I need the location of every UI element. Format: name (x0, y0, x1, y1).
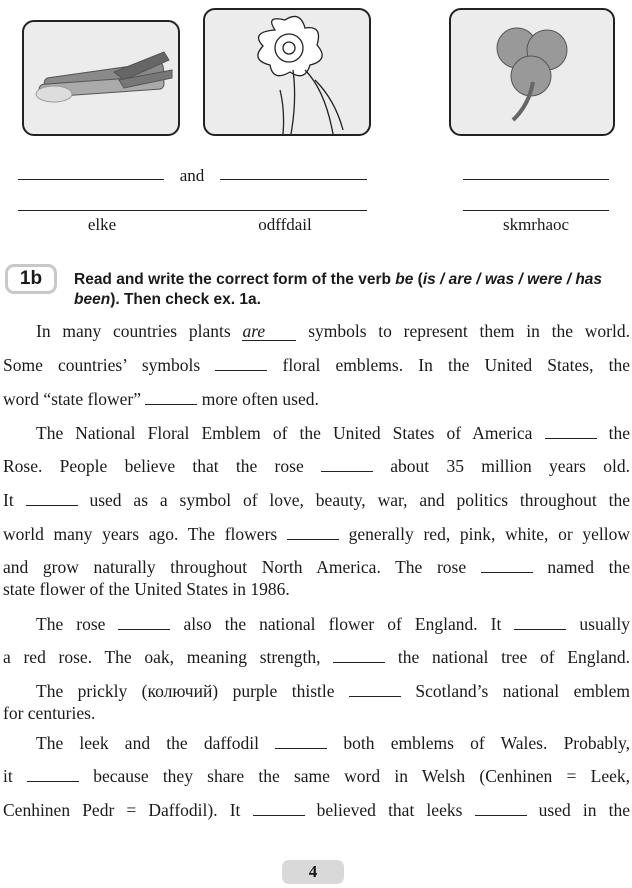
text-segment: believed that leeks (304, 800, 475, 820)
daffodil-image (203, 8, 371, 136)
text-line (36, 613, 630, 635)
text-segment: named the (532, 557, 631, 577)
answer-blank[interactable] (253, 801, 305, 816)
text-segment: it (3, 766, 27, 786)
leek-image (22, 20, 180, 136)
text-line (3, 702, 630, 724)
text-line (3, 455, 630, 477)
scrambled-word: elke (87, 215, 117, 234)
and-label: and (179, 166, 205, 185)
text-segment: more often used. (197, 389, 319, 409)
text-segment: world many years ago. The flowers (3, 524, 287, 544)
text-line (3, 765, 630, 787)
text-line (3, 354, 630, 376)
scrambled-word: odffdail (258, 215, 312, 234)
instruction-text: is / are / was / were / has been (74, 271, 603, 308)
instruction-text: ( (413, 271, 423, 288)
answer-line[interactable] (18, 179, 164, 180)
answer-blank[interactable] (481, 558, 533, 573)
text-segment: The prickly (колючий) purple thistle (36, 681, 349, 701)
text-segment: about 35 million years old. (373, 456, 630, 476)
instruction-text: ). Then check ex. 1a. (110, 291, 261, 308)
text-segment: Cenhinen Pedr = Daffodil). It (3, 800, 253, 820)
answer-line[interactable] (463, 210, 609, 211)
text-line (36, 732, 630, 754)
text-segment: the (596, 423, 630, 443)
answer-line[interactable] (220, 179, 367, 180)
exercise-number: 1b (5, 264, 57, 294)
answer-blank[interactable] (349, 682, 401, 697)
answer-blank[interactable] (287, 525, 339, 540)
text-segment: word “state flower” (3, 389, 146, 409)
text-segment: It (3, 490, 26, 510)
exercise-instruction (74, 270, 630, 310)
text-line (36, 320, 630, 342)
text-segment: a red rose. The oak, meaning strength, (3, 647, 334, 667)
answer-blank[interactable] (215, 356, 267, 371)
text-segment: used in the (526, 800, 630, 820)
text-line (36, 422, 630, 444)
answer-blank[interactable] (118, 615, 170, 630)
answer-blank[interactable] (27, 767, 79, 782)
text-line (3, 523, 630, 545)
answer-line[interactable] (463, 179, 609, 180)
text-segment: The leek and the daffodil (36, 733, 276, 753)
instruction-text: Read and write the correct form of the verb (74, 271, 396, 288)
answer-blank[interactable] (26, 491, 78, 506)
answer-blank[interactable] (275, 734, 327, 749)
text-segment: In many countries plants (36, 321, 243, 341)
text-line (36, 680, 630, 702)
answer-blank[interactable] (475, 801, 527, 816)
text-line (3, 646, 630, 668)
answer-blank[interactable] (333, 648, 385, 663)
text-line (3, 388, 630, 410)
scrambled-word: skmrhaoc (502, 215, 570, 234)
text-segment: state flower of the United States in 1986. (3, 579, 290, 599)
text-segment: the national tree of England. (385, 647, 630, 667)
answer-blank[interactable] (545, 424, 597, 439)
text-segment: both emblems of Wales. Probably, (327, 733, 630, 753)
answer-blank[interactable] (321, 457, 373, 472)
text-segment: Rose. People believe that the rose (3, 456, 321, 476)
text-segment: used as a symbol of love, beauty, war, and politics throughout the (77, 490, 630, 510)
text-segment: generally red, pink, white, or yellow (338, 524, 630, 544)
answer-line[interactable] (18, 210, 367, 211)
text-segment: Scotland’s national emblem (400, 681, 630, 701)
text-segment: The rose (36, 614, 119, 634)
text-segment: symbols to represent them in the world. (296, 321, 630, 341)
text-segment: Some countries’ symbols (3, 355, 216, 375)
text-segment: because they share the same word in Welsh (Cenhinen = Leek, (78, 766, 630, 786)
text-line (3, 489, 630, 511)
text-segment: floral emblems. In the United States, the (267, 355, 630, 375)
text-segment: also the national flower of England. It (170, 614, 515, 634)
shamrock-image (449, 8, 615, 136)
instruction-text: be (395, 271, 414, 288)
text-segment: for centuries. (3, 703, 96, 723)
text-segment: usually (566, 614, 630, 634)
answer-blank[interactable] (145, 390, 197, 405)
text-line (3, 578, 630, 600)
text-segment: and grow naturally throughout North America. The rose (3, 557, 481, 577)
text-segment: The National Floral Emblem of the United States of America (36, 423, 545, 443)
example-answer: are (242, 322, 296, 341)
text-line (3, 556, 630, 578)
page-number: 4 (282, 860, 344, 884)
text-line (3, 799, 630, 821)
answer-blank[interactable] (514, 615, 566, 630)
